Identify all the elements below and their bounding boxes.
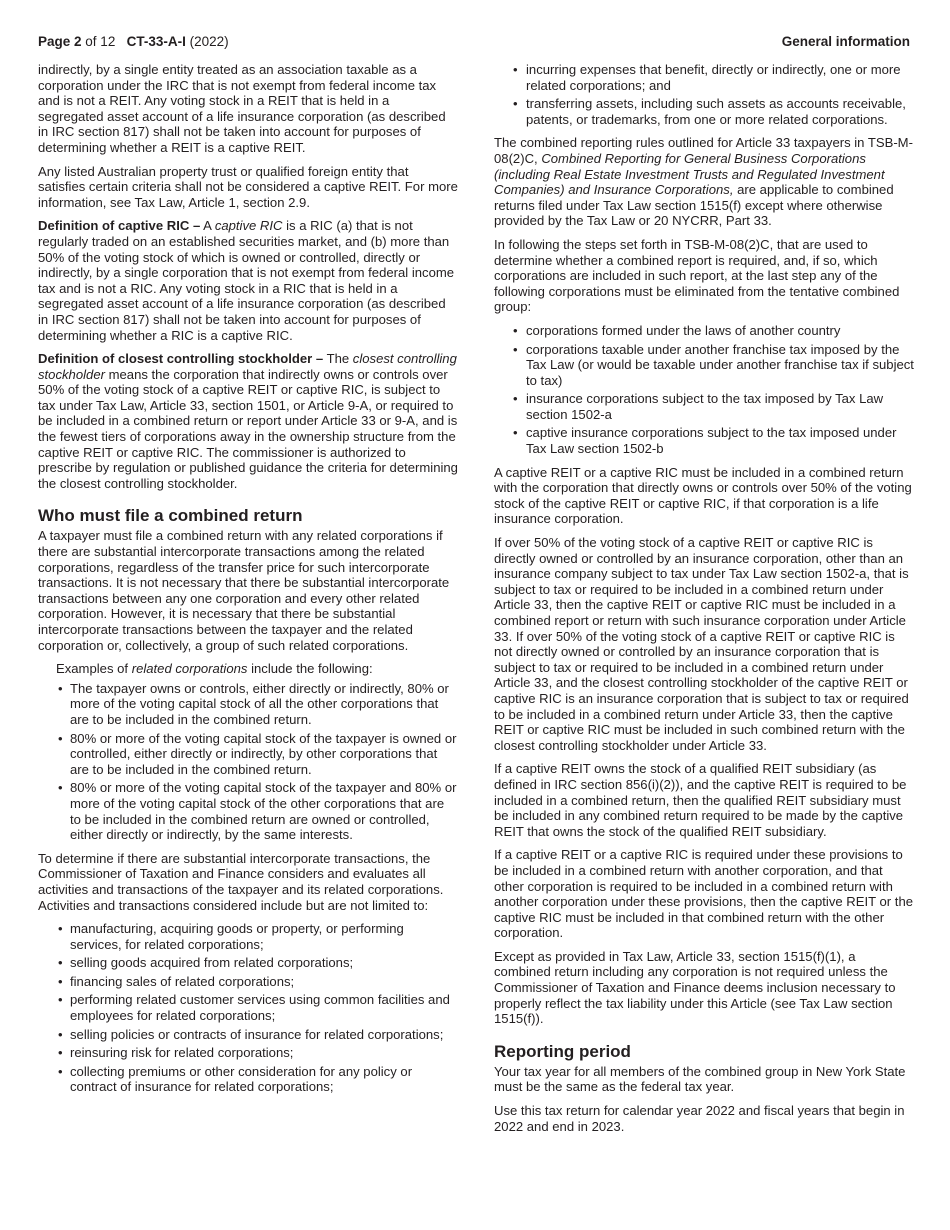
heading-reporting-period: Reporting period (494, 1041, 631, 1061)
defined-term: captive RIC (214, 218, 283, 234)
list-item: • reinsuring risk for related corporations; (38, 1045, 458, 1061)
defined-term: related corporations (131, 661, 248, 677)
paragraph-tsb: The combined reporting rules outlined for Article 33 taxpayers in TSB-M-08(2)C, Combined Reporting for General Business Corporations (including Real Estate Investment Trusts and Regulated Investment Companies) and Insurance Corporations, are applicable to combined returns filed under Tax Law section 1515(f) except where otherwise provided by the Tax Law or 20 NYCRR, Part 33. (494, 135, 913, 229)
list-item: • corporations taxable under another franchise tax imposed by the Tax Law (or would be taxable under another franchise tax if subject to tax) (494, 342, 914, 389)
page-header-left (38, 34, 229, 49)
paragraph-determine: To determine if there are substantial intercorporate transactions, the Commissioner of Taxation and Finance considers and evaluates all activities and transactions of the taxpayer and its related corporations. Activities and transactions considered include but are not limited to: (38, 850, 444, 913)
paragraph-another-corporation: If a captive REIT or a captive RIC is required under these provisions to be included in a combined return with another corporation, and that other corporation is required to be included in a combined return with another corporation under these provisions, then the captive REIT or the captive RIC must be included in that combined return with the other corporation. (494, 847, 914, 941)
paragraph-steps: In following the steps set forth in TSB-M-08(2)C, that are used to determine whether a combined report is required, and, if so, which corporations are included in such report, at the last step any of the following corporations must be eliminated from the tentative combined group: (494, 236, 900, 315)
paragraph-tax-year: Your tax year for all members of the combined group in New York State must be the same as the federal tax year. (494, 1063, 906, 1095)
list-item: • selling goods acquired from related corporations; (38, 955, 458, 971)
page-of: of 12 (85, 34, 116, 49)
right-column (494, 62, 914, 1142)
list-item: • financing sales of related corporations; (38, 974, 458, 990)
eliminated-corporations-list (494, 323, 914, 457)
defined-term: closest controlling stockholder (38, 351, 457, 382)
list-item: • 80% or more of the voting capital stock of the taxpayer and 80% or more of the voting capital stock of the other corporations that are to be included in the combined return are owned or controlled, either directly or indirectly, by the same interests. (38, 780, 458, 842)
definition-captive-ric: Definition of captive RIC – A captive RIC is a RIC (a) that is not regularly traded on an established securities market, and (b) more than 50% of the voting stock of which is owned or controlled, directly or indirectly, by a single corporation that is not exempt from federal income tax and is not a RIC. Any voting stock in a RIC that is held in a segregated asset account of a life insurance corporation (as described in IRC section 817) shall not be taken into account for purposes of determining whether a RIC is a captive RIC. (38, 218, 455, 343)
paragraph-qualified-reit-subsidiary: If a captive REIT owns the stock of a qualified REIT subsidiary (as defined in IRC section 856(i)(2)), and the captive REIT is required to be included in a combined return, then the qualified REIT subsidiary must be included in any combined return required to be made by the captive REIT that owns the stock of the qualified REIT subsidiary. (494, 761, 907, 839)
definition-label: Definition of closest controlling stockholder – (38, 351, 324, 367)
list-item: • incurring expenses that benefit, directly or indirectly, one or more related corporations; and (494, 62, 914, 93)
form-id: CT-33-A-I (126, 34, 186, 49)
examples-list (38, 681, 458, 843)
list-item: • transferring assets, including such assets as accounts receivable, patents, or trademarks, from one or more related corporations. (494, 96, 914, 127)
paragraph-who-must-file: A taxpayer must file a combined return with any related corporations if there are substantial intercorporate transactions among the related corporations, regardless of the transfer price for such intercorporate transactions. It is not necessary that there be substantial intercorporate transactions between any one corporation and every other related corporation. However, it is necessary that there be substantial intercorporate transactions between the taxpayer and the related corporation or, collectively, a group of such related corporations. (38, 528, 450, 653)
list-item: • corporations formed under the laws of another country (494, 323, 914, 339)
page-label: Page 2 (38, 34, 82, 49)
list-item: • The taxpayer owns or controls, either directly or indirectly, 80% or more of the voting capital stock of all the other corporations that are to be included in the combined return. (38, 681, 458, 728)
list-item: • performing related customer services using common facilities and employees for related corporations; (38, 992, 458, 1023)
page-header (38, 34, 910, 54)
examples-intro: Examples of related corporations include the following: (56, 661, 373, 677)
activities-list (38, 921, 458, 1095)
list-item: • selling policies or contracts of insurance for related corporations; (38, 1027, 458, 1043)
paragraph-calendar-year: Use this tax return for calendar year 2022 and fiscal years that begin in 2022 and end in 2023. (494, 1103, 905, 1134)
definition-label: Definition of captive RIC – (38, 218, 201, 234)
paragraph-australian-trust: Any listed Australian property trust or qualified foreign entity that satisfies certain criteria shall not be considered a captive REIT. For more information, see Tax Law, Article 1, section 2.9. (38, 163, 458, 210)
left-column (38, 62, 458, 1103)
paragraph-except: Except as provided in Tax Law, Article 33, section 1515(f)(1), a combined return including any corporation is not required unless the Commissioner of Taxation and Finance deems inclusion necessary to properly reflect the tax liability under this Article (see Tax Law section 1515(f)). (494, 948, 896, 1027)
publication-title: Combined Reporting for General Business Corporations (including Real Estate Investment Trusts and Regulated Investment Companies) and Insurance Corporations, (494, 150, 885, 198)
section-title: General information (781, 34, 910, 49)
list-item: • captive insurance corporations subject to the tax imposed under Tax Law section 1502-b (494, 425, 914, 456)
list-item: • insurance corporations subject to the tax imposed by Tax Law section 1502-a (494, 391, 914, 422)
form-year: (2022) (189, 34, 229, 49)
paragraph-captive-reit-cont: indirectly, by a single entity treated as an association taxable as a corporation under the IRC that is not exempt from federal income tax and is not a REIT. Any voting stock in a REIT that is held in a segregated asset account of a life insurance corporation (as described in IRC section 817) shall not be taken into account for purposes of determining whether a REIT is a captive REIT. (38, 62, 446, 155)
paragraph-over-50: If over 50% of the voting stock of a captive REIT or captive RIC is directly owned or controlled by an insurance corporation, other than an insurance company subject to tax under Tax Law section 1502-a, that is subject to tax or required to be included in a combined return under Article 33, then the captive REIT or captive RIC must be included in a combined report or return with such insurance corporation under Article 33. If over 50% of the voting stock of a captive REIT or captive RIC is not directly owned or controlled by an insurance corporation that is subject to tax or required to be included in a combined return under Article 33, and the closest controlling stockholder of the captive REIT or captive RIC is an insurance corporation that is subject to tax or required to be included in a combined return under Article 33, then the captive REIT or captive RIC must be included in such combined return with the closest controlling stockholder under Article 33. (494, 535, 909, 753)
list-item: • manufacturing, acquiring goods or property, or performing services, for related corporations; (38, 921, 458, 952)
paragraph-life-insurance: A captive REIT or a captive RIC must be included in a combined return with the corporation that directly owns or controls over 50% of the voting stock of the captive REIT or captive RIC, if that corporation is a life insurance corporation. (494, 464, 912, 527)
list-item: • 80% or more of the voting capital stock of the taxpayer is owned or controlled, either directly or indirectly, by other corporations that are to be included in the combined return. (38, 731, 458, 778)
heading-who-must-file: Who must file a combined return (38, 506, 303, 526)
list-item: • collecting premiums or other consideration for any policy or contract of insurance for related corporations; (38, 1064, 458, 1095)
activities-list-continued (494, 62, 914, 127)
definition-closest-controlling-stockholder: Definition of closest controlling stockholder – The closest controlling stockholder means the corporation that indirectly owns or controls over 50% of the voting stock of a captive REIT or captive RIC, is subject to tax under Tax Law, Article 33, section 1501, or Article 9-A, or required to be included in a combined return or report under Article 33 or 9-A, and is the fewest tiers of corporations away in the ownership structure from the captive REIT or captive RIC. The commissioner is authorized to prescribe by regulation or published guidance the criteria for determining the closest controlling stockholder. (38, 351, 458, 491)
